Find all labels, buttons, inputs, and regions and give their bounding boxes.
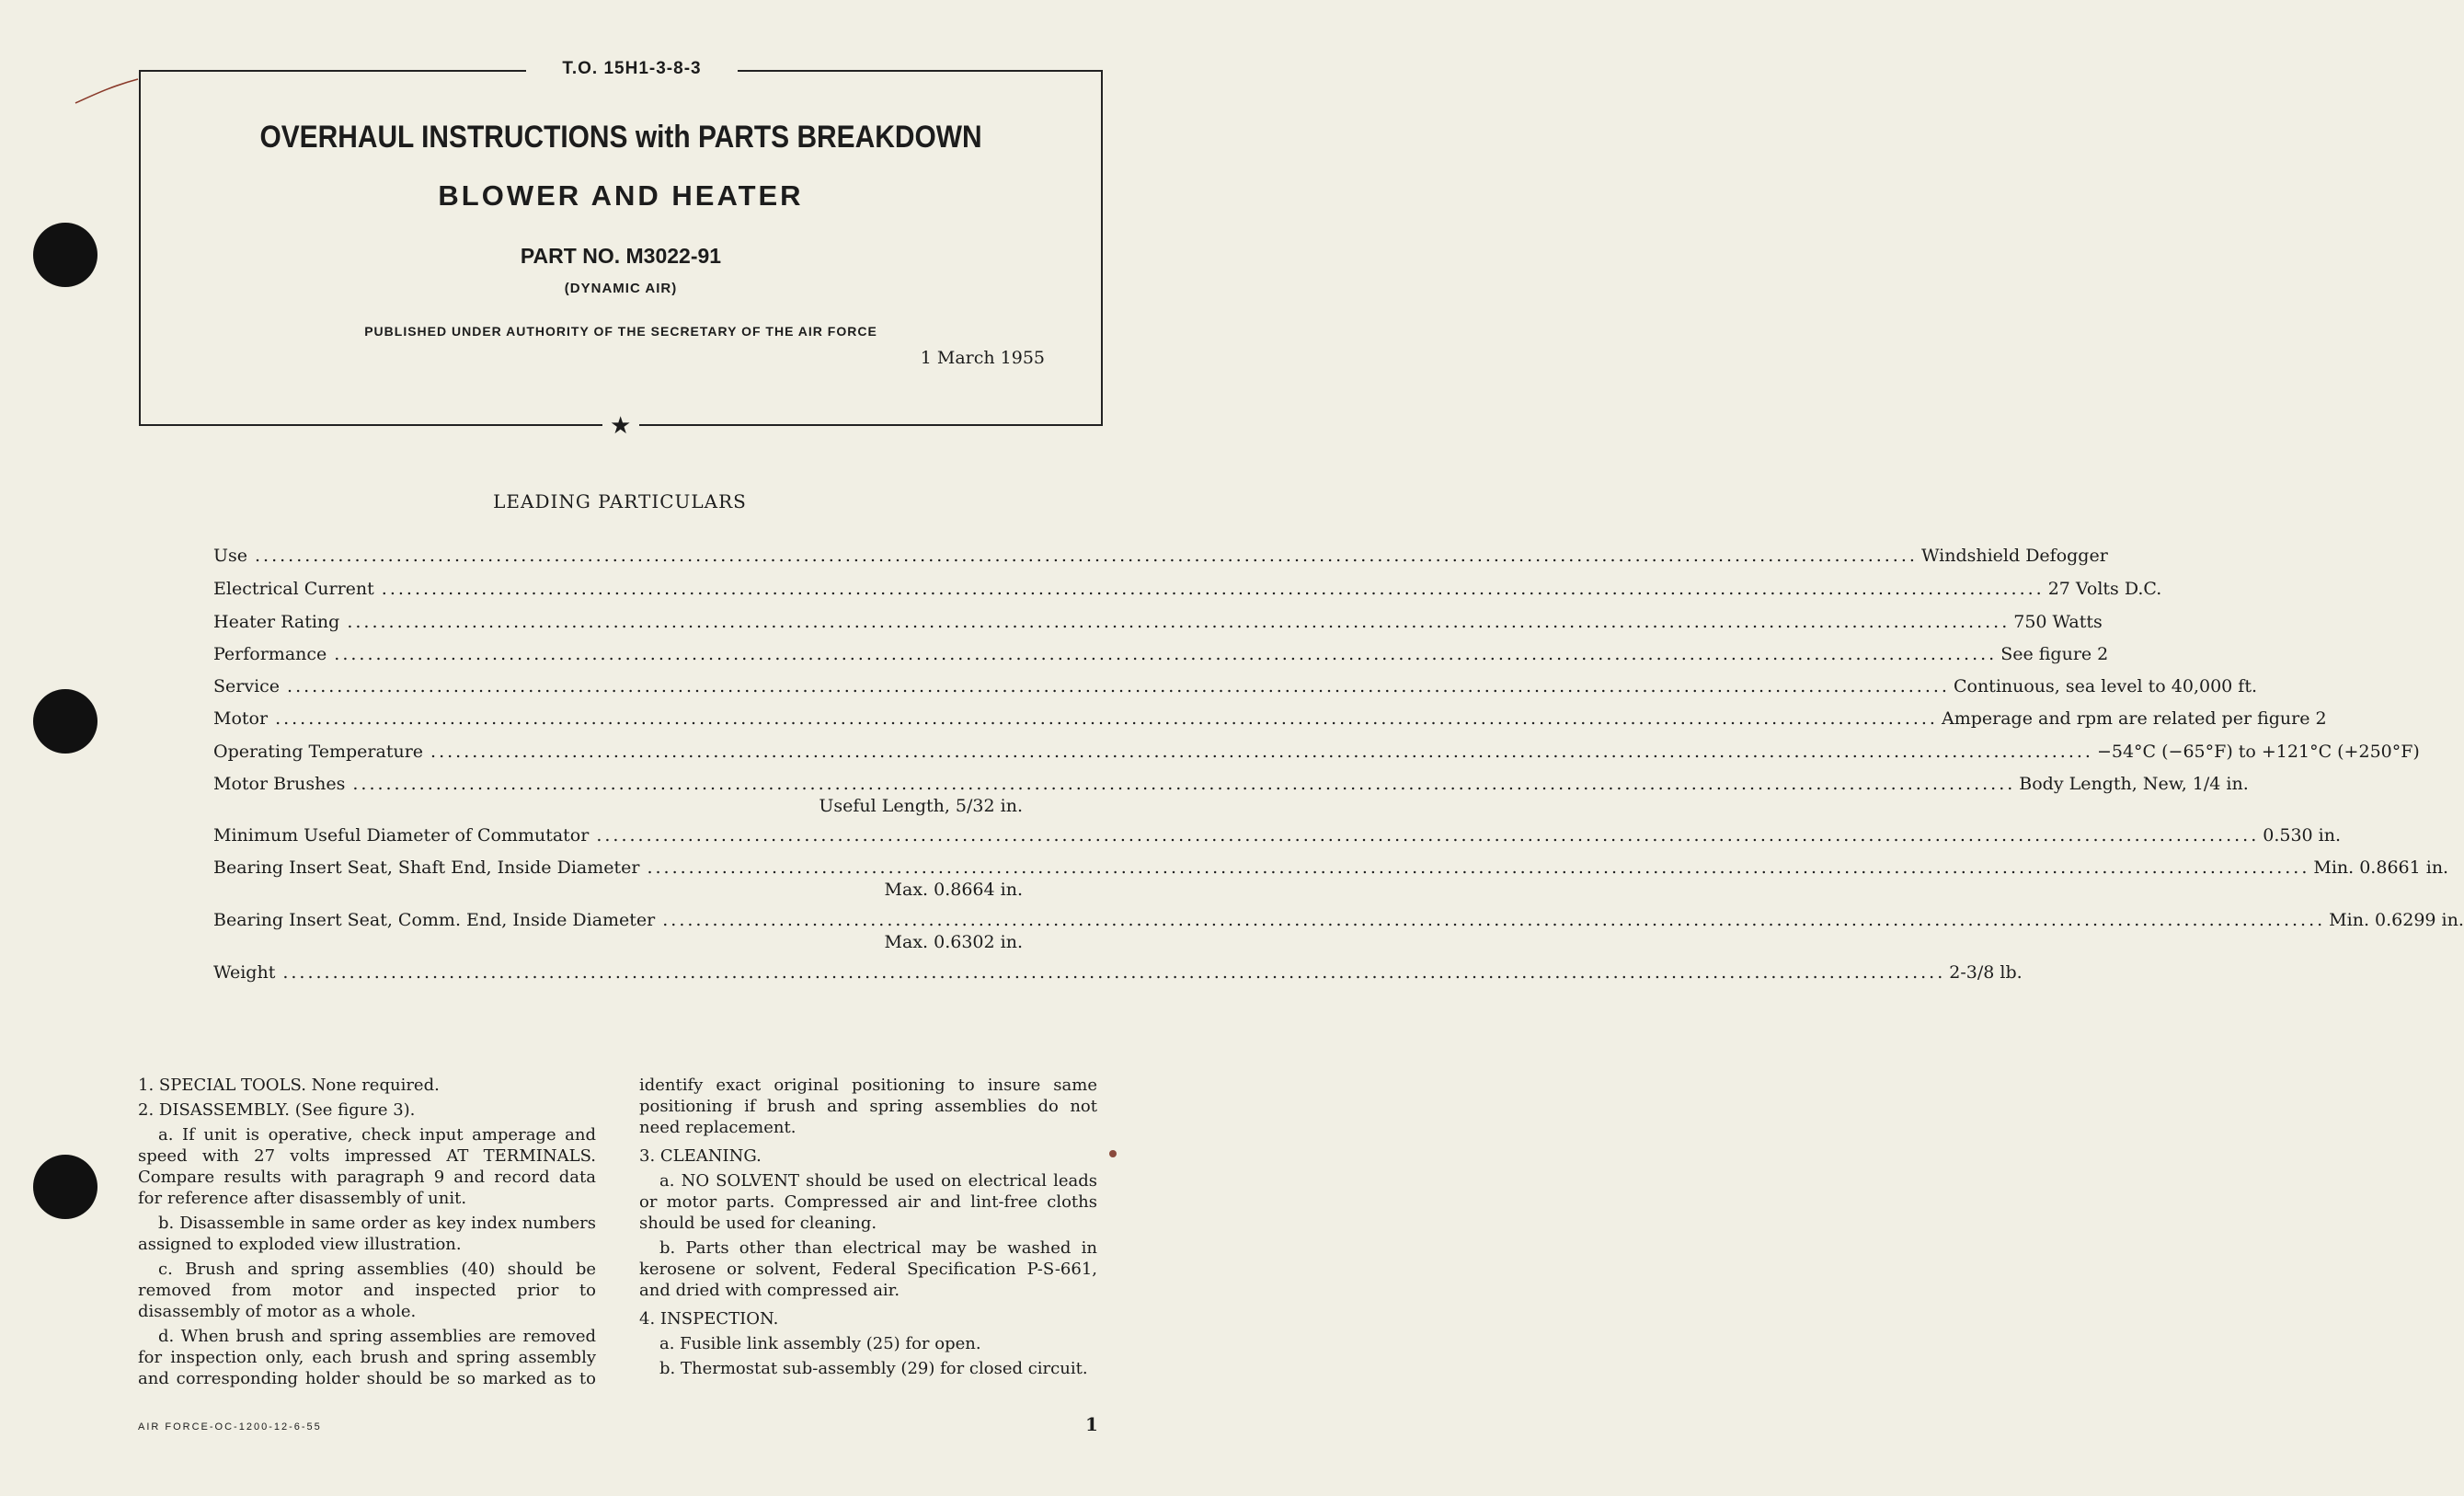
particular-value-secondary: Max. 0.8664 in.	[884, 880, 1023, 900]
particular-value: 0.530 in.	[2263, 825, 2342, 846]
authority-line: PUBLISHED UNDER AUTHORITY OF THE SECRETARY OF THE AIR FORCE	[364, 324, 877, 339]
paragraph-4b: b. Thermostat sub-assembly (29) for closed circuit.	[659, 1359, 1088, 1378]
particular-label: Minimum Useful Diameter of Commutator	[213, 825, 590, 846]
particular-value: See figure 2	[2000, 644, 2109, 664]
section-cleaning: 3. CLEANING.	[639, 1146, 762, 1166]
paragraph-3b: b. Parts other than electrical may be washed in kerosene or solvent, Federal Specification P-S-661, and dried with compressed air.	[639, 1238, 1097, 1300]
document-subtitle: BLOWER AND HEATER	[438, 179, 804, 212]
paragraph-3a: a. NO SOLVENT should be used on electrical leads or motor parts. Compressed air and lint-free cloths should be used for cleaning.	[639, 1171, 1097, 1233]
particular-value: 750 Watts	[2013, 612, 2103, 632]
particular-row	[213, 579, 2162, 604]
particular-value: Min. 0.6299 in.	[2329, 910, 2464, 930]
particular-row	[213, 612, 2103, 638]
particular-label: Service	[213, 676, 281, 696]
technical-order-number: T.O. 15H1-3-8-3	[562, 59, 702, 78]
paragraph-2d: d. When brush and spring assemblies are removed for inspection only, each brush and spring assembly and corresponding holder should be so marked as to	[138, 1327, 596, 1388]
particular-row	[213, 910, 2464, 952]
particular-row	[213, 774, 2249, 816]
particular-label: Bearing Insert Seat, Comm. End, Inside Diameter	[213, 910, 656, 930]
particular-label: Weight	[213, 962, 276, 983]
page-number: 1	[1085, 1413, 1098, 1435]
dot-leader: ........................................................................................................................................................................................................	[347, 612, 2011, 632]
paragraph-4a: a. Fusible link assembly (25) for open.	[659, 1334, 981, 1353]
particular-row	[213, 644, 2109, 670]
particular-value: 2-3/8 lb.	[1949, 962, 2023, 983]
particular-label: Operating Temperature	[213, 742, 424, 762]
part-number: PART NO. M3022-91	[520, 244, 722, 268]
publication-date: 1 March 1955	[920, 348, 1045, 368]
particular-label: Electrical Current	[213, 579, 374, 599]
particular-row	[213, 676, 2257, 702]
body-left-column	[138, 1075, 596, 1393]
dot-leader: ........................................................................................................................................................................................................	[381, 579, 2045, 599]
particular-value: 27 Volts D.C.	[2047, 579, 2162, 599]
particular-label: Use	[213, 546, 248, 566]
particular-row	[213, 857, 2449, 900]
dot-leader: ........................................................................................................................................................................................................	[255, 546, 1918, 566]
pen-mark	[74, 77, 140, 105]
particular-row	[213, 962, 2023, 988]
paragraph-2d-continued: identify exact original positioning to insure same positioning if brush and spring assemblies do not need replacement.	[639, 1076, 1097, 1137]
section-disassembly: 2. DISASSEMBLY. (See figure 3).	[138, 1100, 416, 1120]
dot-leader: ........................................................................................................................................................................................................	[275, 708, 1938, 729]
leading-particulars-heading: LEADING PARTICULARS	[493, 490, 747, 512]
dot-leader: ........................................................................................................................................................................................................	[334, 644, 1998, 664]
dot-leader: ........................................................................................................................................................................................................	[352, 774, 2016, 794]
paragraph-2b: b. Disassemble in same order as key index numbers assigned to exploded view illustration.	[138, 1214, 596, 1254]
stray-mark	[1109, 1150, 1117, 1157]
dot-leader: ........................................................................................................................................................................................................	[282, 962, 1946, 983]
particular-value-secondary: Useful Length, 5/32 in.	[819, 796, 1023, 816]
dot-leader: ........................................................................................................................................................................................................	[647, 857, 2310, 878]
dot-leader: ........................................................................................................................................................................................................	[287, 676, 1950, 696]
binder-hole-top	[33, 223, 97, 287]
binder-hole-middle	[33, 689, 97, 754]
print-code: AIR FORCE-OC-1200-12-6-55	[138, 1421, 322, 1433]
particular-value: Min. 0.8661 in.	[2313, 857, 2449, 878]
dot-leader: ........................................................................................................................................................................................................	[596, 825, 2260, 846]
section-inspection: 4. INSPECTION.	[639, 1309, 779, 1329]
particular-label: Bearing Insert Seat, Shaft End, Inside Diameter	[213, 857, 640, 878]
star-icon: ★	[610, 412, 632, 440]
particular-value-secondary: Max. 0.6302 in.	[884, 932, 1023, 952]
document-title: OVERHAUL INSTRUCTIONS with PARTS BREAKDOWN	[259, 120, 982, 155]
particular-row	[213, 825, 2342, 851]
particular-value: Windshield Defogger	[1920, 546, 2108, 566]
particular-row	[213, 708, 2327, 734]
particular-label: Motor Brushes	[213, 774, 346, 794]
particular-value: −54°C (−65°F) to +121°C (+250°F)	[2096, 742, 2420, 762]
manufacturer: (DYNAMIC AIR)	[564, 281, 678, 296]
dot-leader: ........................................................................................................................................................................................................	[430, 742, 2093, 762]
particular-label: Motor	[213, 708, 269, 729]
paragraph-2c: c. Brush and spring assemblies (40) should be removed from motor and inspected prior to disassembly of motor as a whole.	[138, 1260, 596, 1321]
particular-row	[213, 742, 2420, 767]
binder-hole-bottom	[33, 1155, 97, 1219]
particular-row	[213, 546, 2108, 571]
paragraph-2a: a. If unit is operative, check input amperage and speed with 27 volts impressed AT TERMINALS. Compare results with paragraph 9 and record data for reference after disassembly of unit.	[138, 1125, 596, 1208]
body-right-column	[639, 1075, 1097, 1383]
section-special-tools: 1. SPECIAL TOOLS. None required.	[138, 1076, 440, 1095]
particular-label: Performance	[213, 644, 327, 664]
dot-leader: ........................................................................................................................................................................................................	[662, 910, 2326, 930]
particular-label: Heater Rating	[213, 612, 340, 632]
particular-value: Body Length, New, 1/4 in.	[2019, 774, 2249, 794]
particular-value: Amperage and rpm are related per figure 2	[1941, 708, 2327, 729]
particular-value: Continuous, sea level to 40,000 ft.	[1953, 676, 2257, 696]
